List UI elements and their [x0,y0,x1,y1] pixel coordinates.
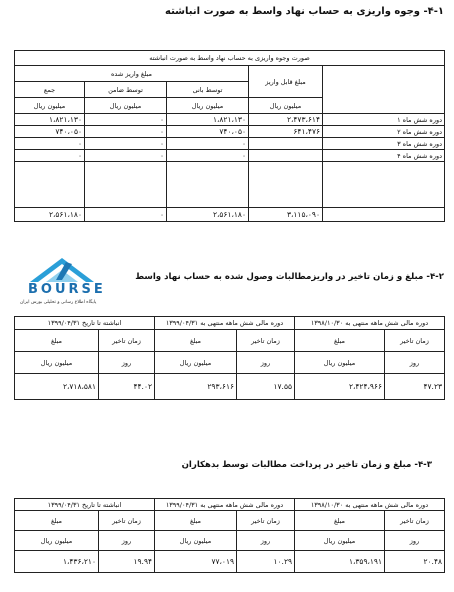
p3-delay: ۱۹.۹۴ [99,551,155,573]
period-label: دوره شش ماه ۲ [323,126,445,138]
delay-header: زمان تاخیر [237,511,295,531]
guarantor-value: ۰ [85,126,167,138]
table-row [15,114,445,126]
delay-header: زمان تاخیر [385,511,445,531]
amount-header: مبلغ [155,330,237,352]
unit-cell: روز [385,352,445,374]
p3-amount: ۲،۷۱۸،۵۸۱ [15,374,99,400]
unit-cell: میلیون ریال [85,98,167,114]
p1-delay: ۴۷.۲۳ [385,374,445,400]
debtors-delay-table [14,498,445,573]
payable-value [249,138,323,150]
amount-header: مبلغ [155,511,237,531]
unit-cell: میلیون ریال [15,531,99,551]
period-label: دوره شش ماه ۳ [323,138,445,150]
p1-amount: ۱،۳۵۹،۱۹۱ [295,551,385,573]
table-title: صورت وجوه واریزی به حساب نهاد واسط به صورت انباشته [15,51,445,66]
unit-cell: میلیون ریال [15,352,99,374]
logo-brand: BOURSE [28,282,106,297]
total-value: ۰ [15,150,85,162]
amount-header: مبلغ [295,330,385,352]
unit-cell: روز [99,352,155,374]
amount-header: مبلغ [295,511,385,531]
deposits-table [14,50,445,222]
bourse-logo [10,252,125,312]
table-row [15,150,445,162]
p3-delay: ۴۴.۰۲ [99,374,155,400]
total-value: ۰ [15,138,85,150]
amount-header: مبلغ [15,330,99,352]
guarantor-header: توسط ضامن [85,82,167,98]
corner-cell [323,66,445,114]
unit-cell: میلیون ریال [249,98,323,114]
total-value: ۷۴۰،۰۵۰ [15,126,85,138]
logo-tagline: پایگاه اطلاع رسانی و تحلیلی بورس ایران [20,300,97,305]
payable-value: ۲،۴۷۳،۶۱۴ [249,114,323,126]
p2-delay: ۱۷.۵۵ [237,374,295,400]
period3-header: انباشته تا تاریخ ۱۳۹۹/۰۴/۳۱ [15,317,155,330]
spacer-row [15,162,445,208]
guarantor-value: ۰ [85,150,167,162]
unit-cell: روز [99,531,155,551]
period3-header: انباشته تا تاریخ ۱۳۹۹/۰۴/۳۱ [15,499,155,511]
payable-header: مبلغ قابل واریز [249,66,323,98]
payable-value [249,150,323,162]
period-label: دوره شش ماه ۱ [323,114,445,126]
section2-heading: ۴-۲- مبلغ و زمان تاخیر در واریزمطالبات وصول شده به حساب نهاد واسط [135,272,444,282]
bank-value: ۷۴۰،۰۵۰ [167,126,249,138]
total-value: ۱،۸۲۱،۱۳۰ [15,114,85,126]
total-header: جمع [15,82,85,98]
amount-header: مبلغ [15,511,99,531]
guarantor-value: ۰ [85,138,167,150]
p2-delay: ۱۰.۲۹ [237,551,295,573]
table-row [15,374,445,400]
p3-amount: ۱،۴۳۶،۲۱۰ [15,551,99,573]
p1-amount: ۲،۴۲۴،۹۶۶ [295,374,385,400]
period2-header: دوره مالی شش ماهه منتهی به ۱۳۹۹/۰۴/۳۱ [155,499,295,511]
total-sum: ۲،۵۶۱،۱۸۰ [15,208,85,222]
unit-cell: روز [237,352,295,374]
unit-cell: میلیون ریال [155,352,237,374]
delay-header: زمان تاخیر [99,511,155,531]
guarantor-value: ۰ [85,114,167,126]
period-label: دوره شش ماه ۴ [323,150,445,162]
guarantor-sum: ۰ [85,208,167,222]
unit-cell: روز [237,531,295,551]
bank-header: توسط بانی [167,82,249,98]
delay-header: زمان تاخیر [99,330,155,352]
section1-heading: ۴-۱- وجوه واریزی به حساب نهاد واسط به صورت انباشته [165,6,444,17]
table-row [15,126,445,138]
period2-header: دوره مالی شش ماهه منتهی به ۱۳۹۹/۰۴/۳۱ [155,317,295,330]
deposited-group-header: مبلغ واریز شده [15,66,249,82]
p2-amount: ۷۷،۰۱۹ [155,551,237,573]
delay-header: زمان تاخیر [385,330,445,352]
period1-header: دوره مالی شش ماهه منتهی به ۱۳۹۸/۱۰/۳۰ [295,499,445,511]
collections-delay-table [14,316,445,400]
p1-delay: ۲۰.۴۸ [385,551,445,573]
bank-value: ۰ [167,138,249,150]
unit-cell: میلیون ریال [15,98,85,114]
bank-value: ۰ [167,150,249,162]
unit-cell: میلیون ریال [295,352,385,374]
unit-cell: میلیون ریال [167,98,249,114]
unit-cell: میلیون ریال [155,531,237,551]
unit-cell: روز [385,531,445,551]
table-row [15,138,445,150]
p2-amount: ۲۹۳،۶۱۶ [155,374,237,400]
period1-header: دوره مالی شش ماهه منتهی به ۱۳۹۸/۱۰/۳۰ [295,317,445,330]
section3-heading: ۴-۳- مبلغ و زمان تاخیر در پرداخت مطالبات توسط بدهکاران [181,460,432,470]
totals-row [15,208,445,222]
bank-sum: ۲،۵۶۱،۱۸۰ [167,208,249,222]
payable-sum: ۳،۱۱۵،۰۹۰ [249,208,323,222]
delay-header: زمان تاخیر [237,330,295,352]
bank-value: ۱،۸۲۱،۱۳۰ [167,114,249,126]
unit-cell: میلیون ریال [295,531,385,551]
table-row [15,551,445,573]
payable-value: ۶۴۱،۴۷۶ [249,126,323,138]
